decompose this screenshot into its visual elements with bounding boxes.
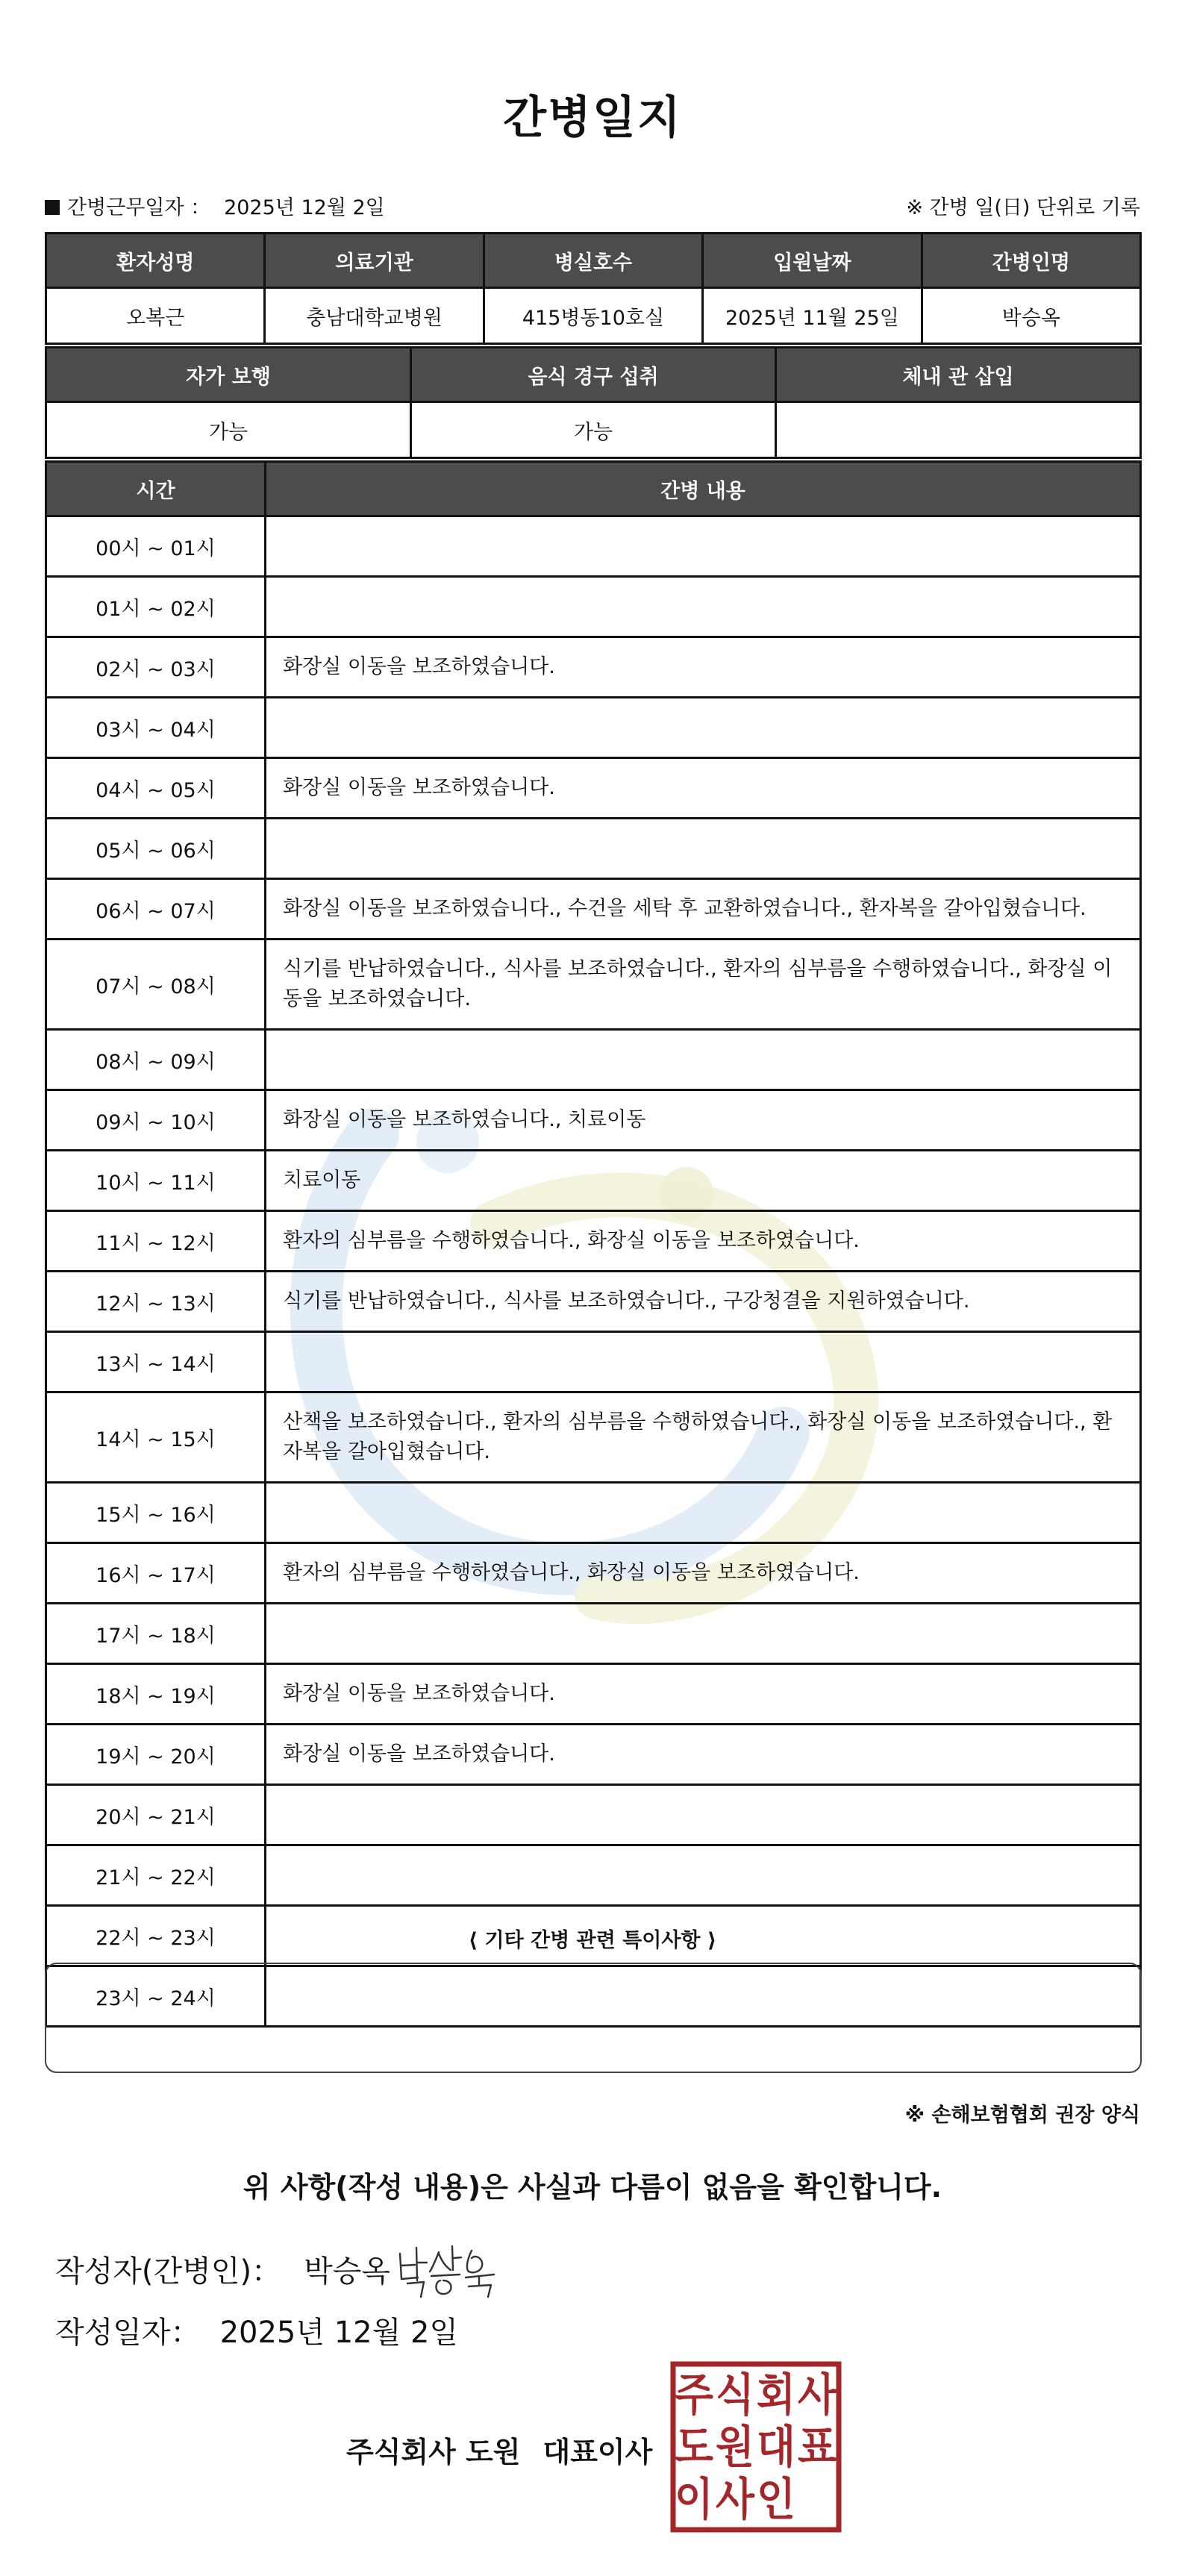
patient-info-table — [45, 232, 1142, 345]
square-bullet-icon — [45, 200, 60, 215]
time-slot-cell: 20시 ~ 21시 — [46, 1785, 266, 1845]
caregiver-name: 박승옥 — [922, 288, 1140, 344]
svg-text:회: 회 — [757, 2369, 795, 2422]
table-row — [46, 1211, 1141, 1272]
writer-label: 작성자(간병인)： — [55, 2254, 282, 2289]
document-title: 간병일지 — [503, 92, 682, 144]
care-content-cell: 화장실 이동을 보조하였습니다. — [266, 637, 1141, 698]
write-date-value: 2025년 12월 2일 — [219, 2316, 459, 2350]
write-date-row — [55, 2309, 458, 2351]
care-content-cell — [266, 516, 1141, 577]
time-slot-cell: 07시 ~ 08시 — [46, 940, 266, 1030]
table-row — [46, 1332, 1141, 1392]
header-care-content: 간병 내용 — [266, 462, 1141, 516]
care-content-cell: 화장실 이동을 보조하였습니다. — [266, 1725, 1141, 1785]
header-patient-name: 환자성명 — [46, 234, 265, 288]
time-slot-cell: 03시 ~ 04시 — [46, 698, 266, 758]
svg-text:대: 대 — [757, 2422, 795, 2474]
time-slot-cell: 23시 ~ 24시 — [46, 1966, 266, 2027]
care-content-cell — [266, 1483, 1141, 1543]
admission-date: 2025년 11월 25일 — [703, 288, 922, 344]
table-row — [46, 1090, 1141, 1151]
time-slot-cell: 15시 ~ 16시 — [46, 1483, 266, 1543]
special-notes-box — [45, 1963, 1142, 2073]
svg-text:이: 이 — [675, 2474, 713, 2526]
time-slot-cell: 18시 ~ 19시 — [46, 1664, 266, 1725]
time-slot-cell: 02시 ~ 03시 — [46, 637, 266, 698]
care-content-cell — [266, 1604, 1141, 1664]
time-slot-cell: 04시 ~ 05시 — [46, 758, 266, 819]
special-notes-title: ⟨ 기타 간병 관련 특이사항 ⟩ — [468, 1929, 717, 1952]
ceo-title: 대표이사 — [543, 2436, 653, 2469]
table-row — [46, 819, 1141, 879]
table-row — [46, 1030, 1141, 1090]
care-content-cell: 화장실 이동을 보조하였습니다., 치료이동 — [266, 1090, 1141, 1151]
company-signature-line — [346, 2429, 652, 2470]
care-content-cell — [266, 577, 1141, 637]
time-slot-cell: 11시 ~ 12시 — [46, 1211, 266, 1272]
table-row — [46, 1272, 1141, 1332]
tube-insertion-value — [776, 402, 1141, 458]
company-seal-stamp — [670, 2361, 842, 2533]
time-slot-cell: 09시 ~ 10시 — [46, 1090, 266, 1151]
svg-text:표: 표 — [798, 2422, 837, 2474]
care-content-cell: 환자의 심부름을 수행하였습니다., 화장실 이동을 보조하였습니다. — [266, 1211, 1141, 1272]
time-slot-cell: 01시 ~ 02시 — [46, 577, 266, 637]
self-walking-value: 가능 — [46, 402, 411, 458]
care-date-value: 2025년 12월 2일 — [224, 196, 385, 219]
time-slot-cell: 16시 ~ 17시 — [46, 1543, 266, 1604]
header-tube-insertion: 체내 관 삽입 — [776, 348, 1141, 402]
unit-note: ※ 간병 일(日) 단위로 기록 — [906, 196, 1140, 219]
header-self-walking: 자가 보행 — [46, 348, 411, 402]
care-content-cell: 환자의 심부름을 수행하였습니다., 화장실 이동을 보조하였습니다. — [266, 1543, 1141, 1604]
svg-text:원: 원 — [716, 2422, 754, 2474]
table-row — [46, 940, 1141, 1030]
confirmation-statement: 위 사항(작성 내용)은 사실과 다름이 없음을 확인합니다. — [243, 2171, 942, 2204]
table-row — [46, 637, 1141, 698]
header-caregiver: 간병인명 — [922, 234, 1140, 288]
svg-text:식: 식 — [716, 2369, 754, 2422]
header-oral-intake: 음식 경구 섭취 — [411, 348, 776, 402]
header-admission-date: 입원날짜 — [703, 234, 922, 288]
time-slot-cell: 17시 ~ 18시 — [46, 1604, 266, 1664]
care-content-cell — [266, 1332, 1141, 1392]
care-log-table — [45, 460, 1142, 2028]
care-content-cell: 화장실 이동을 보조하였습니다., 수건을 세탁 후 교환하였습니다., 환자복을 갈아입혔습니다. — [266, 879, 1141, 940]
time-slot-cell: 05시 ~ 06시 — [46, 819, 266, 879]
table-row — [46, 1845, 1141, 1906]
table-row — [46, 516, 1141, 577]
table-row — [46, 1392, 1141, 1483]
time-slot-cell: 14시 ~ 15시 — [46, 1392, 266, 1483]
time-slot-cell: 22시 ~ 23시 — [46, 1906, 266, 1966]
header-time: 시간 — [46, 462, 266, 516]
table-row — [46, 1543, 1141, 1604]
time-slot-cell: 12시 ~ 13시 — [46, 1272, 266, 1332]
care-content-cell — [266, 1845, 1141, 1906]
hospital-name: 충남대학교병원 — [265, 288, 484, 344]
handwritten-signature — [394, 2237, 506, 2301]
patient-name: 오복근 — [46, 288, 265, 344]
table-row — [46, 577, 1141, 637]
care-date-label: 간병근무일자 ： — [67, 196, 211, 219]
svg-text:도: 도 — [675, 2422, 714, 2474]
time-slot-cell: 00시 ~ 01시 — [46, 516, 266, 577]
svg-text:사: 사 — [716, 2474, 755, 2526]
room-number: 415병동10호실 — [484, 288, 702, 344]
time-slot-cell: 21시 ~ 22시 — [46, 1845, 266, 1906]
care-content-cell: 산책을 보조하였습니다., 환자의 심부름을 수행하였습니다., 화장실 이동을 보조하였습니다., 환자복을 갈아입혔습니다. — [266, 1392, 1141, 1483]
company-name: 주식회사 도원 — [346, 2436, 521, 2469]
care-content-cell: 식기를 반납하였습니다., 식사를 보조하였습니다., 구강청결을 지원하였습니다. — [266, 1272, 1141, 1332]
header-room: 병실호수 — [484, 234, 702, 288]
patient-status-table — [45, 346, 1142, 459]
table-row — [46, 758, 1141, 819]
oral-intake-value: 가능 — [411, 402, 776, 458]
writer-name: 박승옥 — [304, 2254, 390, 2289]
svg-text:인: 인 — [757, 2474, 795, 2526]
table-row — [46, 879, 1141, 940]
time-slot-cell: 08시 ~ 09시 — [46, 1030, 266, 1090]
recommendation-note: ※ 손해보험협회 권장 양식 — [904, 2104, 1140, 2127]
table-row — [46, 1785, 1141, 1845]
care-content-cell — [266, 819, 1141, 879]
svg-text:주: 주 — [675, 2369, 714, 2422]
write-date-label: 작성일자： — [55, 2316, 201, 2350]
table-row — [46, 1151, 1141, 1211]
care-content-cell — [266, 698, 1141, 758]
table-row — [46, 1483, 1141, 1543]
care-date-line — [45, 191, 385, 220]
time-slot-cell: 06시 ~ 07시 — [46, 879, 266, 940]
table-row — [46, 698, 1141, 758]
care-content-cell: 화장실 이동을 보조하였습니다. — [266, 758, 1141, 819]
care-content-cell: 화장실 이동을 보조하였습니다. — [266, 1664, 1141, 1725]
table-row — [46, 1604, 1141, 1664]
care-content-cell — [266, 1030, 1141, 1090]
care-content-cell: 치료이동 — [266, 1151, 1141, 1211]
care-content-cell: 식기를 반납하였습니다., 식사를 보조하였습니다., 환자의 심부름을 수행하였습니다., 화장실 이동을 보조하였습니다. — [266, 940, 1141, 1030]
time-slot-cell: 10시 ~ 11시 — [46, 1151, 266, 1211]
writer-row — [55, 2248, 390, 2290]
table-row — [46, 1664, 1141, 1725]
care-content-cell — [266, 1785, 1141, 1845]
time-slot-cell: 19시 ~ 20시 — [46, 1725, 266, 1785]
care-log-rows — [46, 516, 1141, 2027]
table-row — [46, 1725, 1141, 1785]
header-hospital: 의료기관 — [265, 234, 484, 288]
time-slot-cell: 13시 ~ 14시 — [46, 1332, 266, 1392]
svg-text:사: 사 — [798, 2369, 837, 2422]
